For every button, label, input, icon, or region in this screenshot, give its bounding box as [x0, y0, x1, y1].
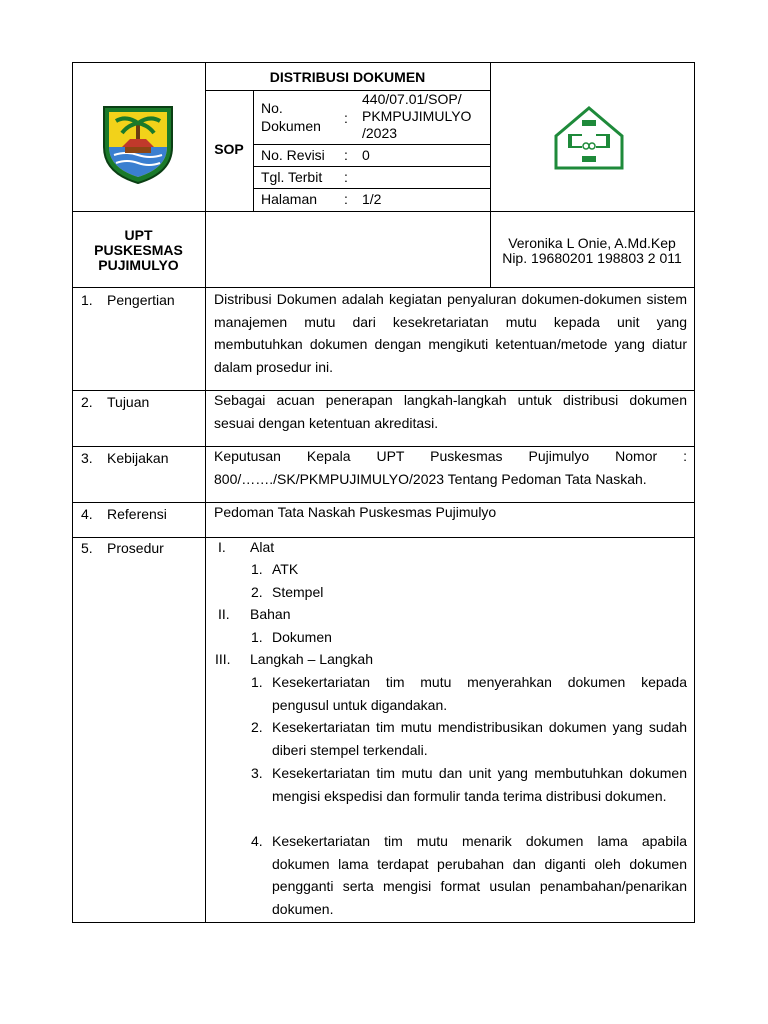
section-number: 1.	[81, 292, 93, 308]
field-value: 440/07.01/SOP/ PKMPUJIMULYO /2023	[362, 91, 472, 141]
org-name-line: PUSKESMAS	[94, 242, 183, 258]
section-content-kebijakan: Keputusan Kepala UPT Puskesmas Pujimulyo Nomor : 800/……./SK/PKMPUJIMULYO/2023 Tentang Pedoman Tata Naskah.	[214, 448, 687, 487]
section-title: Tujuan	[107, 394, 150, 410]
field-label: Tgl. Terbit	[261, 169, 323, 185]
procedure-item-text: Kesekertariatan tim mutu menyerahkan dokumen kepada pengusul untuk digandakan.	[272, 674, 687, 713]
procedure-group-title: Langkah – Langkah	[250, 651, 373, 667]
document-title: DISTRIBUSI DOKUMEN	[269, 69, 426, 85]
sop-label: SOP	[214, 141, 244, 157]
field-row-no-revisi	[253, 144, 490, 166]
procedure-item-number: 1.	[251, 629, 263, 645]
procedure-item-text: Kesekertariatan tim mutu menarik dokumen lama apabila dokumen lama terdapat perubahan dan diganti oleh dokumen pengganti serta mengisi format usulan penambahan/penarikan dokumen.	[272, 833, 687, 917]
org-name-line: UPT	[124, 227, 153, 243]
section-number: 5.	[81, 540, 93, 556]
field-row-no-dokumen	[253, 90, 490, 144]
regional-emblem-icon	[100, 103, 176, 185]
section-title: Pengertian	[107, 292, 175, 308]
procedure-item-number: 2.	[251, 719, 263, 735]
field-row-tgl-terbit	[253, 166, 490, 188]
field-colon: :	[344, 147, 348, 163]
procedure-item-text: Stempel	[272, 584, 324, 600]
procedure-item-text: ATK	[272, 561, 299, 577]
procedure-group-numeral: I.	[218, 539, 226, 555]
section-number: 2.	[81, 394, 93, 410]
field-colon: :	[344, 110, 348, 126]
field-label: No. Revisi	[261, 147, 325, 163]
field-row-halaman	[253, 188, 490, 211]
procedure-group-numeral: II.	[218, 606, 230, 622]
org-name	[72, 228, 205, 273]
section-content-tujuan: Sebagai acuan penerapan langkah-langkah untuk distribusi dokumen sesuai dengan ketentuan akreditasi.	[214, 392, 687, 431]
field-colon: :	[344, 169, 348, 185]
field-colon: :	[344, 191, 348, 207]
section-number: 3.	[81, 450, 93, 466]
procedure-group-title: Bahan	[250, 606, 291, 622]
procedure-item-number: 4.	[251, 833, 263, 849]
puskesmas-cross-logo-icon	[554, 106, 624, 170]
section-content-pengertian: Distribusi Dokumen adalah kegiatan penyaluran dokumen-dokumen sistem manajemen mutu dari kesekretariatan mutu kepada unit yang membutuhkan dokumen dengan mengikuti ketentuan/metode yang diatur dalam prosedur ini.	[214, 291, 687, 375]
field-label: No. Dokumen	[261, 100, 321, 134]
field-value: 0	[362, 147, 370, 163]
procedure-item-number: 2.	[251, 584, 263, 600]
field-value: 1/2	[362, 191, 382, 207]
section-content-referensi: Pedoman Tata Naskah Puskesmas Pujimulyo	[214, 504, 497, 520]
section-title: Prosedur	[107, 540, 164, 556]
procedure-item-text: Kesekertariatan tim mutu mendistribusikan dokumen yang sudah diberi stempel terkendali.	[272, 719, 687, 758]
procedure-item-number: 1.	[251, 674, 263, 690]
procedure-item-text: Dokumen	[272, 629, 332, 645]
org-name-line: PUJIMULYO	[98, 257, 179, 273]
section-title: Referensi	[107, 506, 167, 522]
signer-block	[490, 236, 694, 266]
section-number: 4.	[81, 506, 93, 522]
procedure-item-number: 1.	[251, 561, 263, 577]
procedure-group-numeral: III.	[215, 651, 231, 667]
signer-nip: Nip. 19680201 198803 2 011	[502, 250, 682, 266]
field-label: Halaman	[261, 191, 318, 207]
procedure-item-number: 3.	[251, 765, 263, 781]
section-title: Kebijakan	[107, 450, 169, 466]
signer-name: Veronika L Onie, A.Md.Kep	[508, 235, 676, 251]
procedure-group-title: Alat	[250, 539, 275, 555]
procedure-item-text: Kesekertariatan tim mutu dan unit yang membutuhkan dokumen mengisi ekspedisi dan formulir tanda terima distribusi dokumen.	[272, 765, 687, 804]
